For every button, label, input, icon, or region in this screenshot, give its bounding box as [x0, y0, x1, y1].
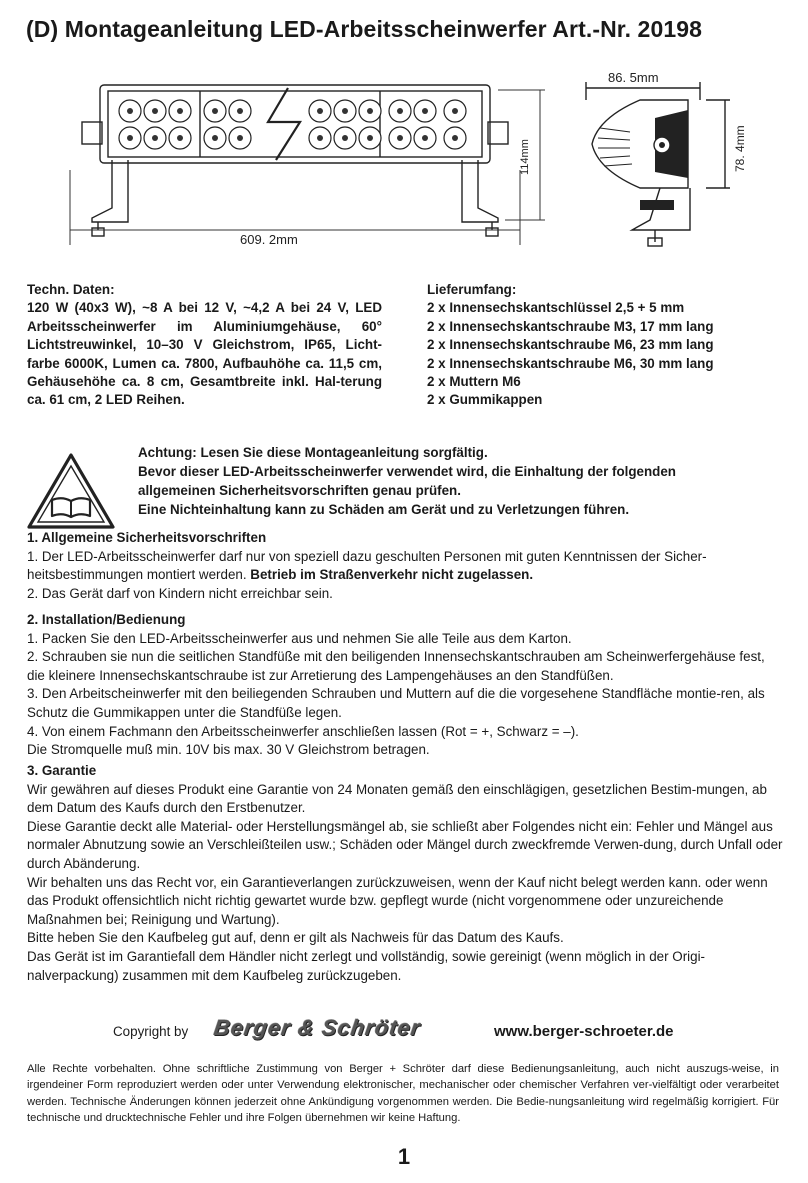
- copyright-bar: [0, 1015, 808, 1049]
- warning-line: Eine Nichteinhaltung kann zu Schäden am Gerät und zu Verletzungen führen.: [138, 502, 630, 517]
- copyright-label: Copyright by: [113, 1024, 189, 1039]
- paragraph-bold-text: Betrieb im Straßenverkehr nicht zugelassen.: [250, 567, 534, 583]
- section-safety: [27, 529, 785, 603]
- delivery-scope: [427, 281, 787, 410]
- section-installation: [27, 611, 785, 760]
- paragraph: Wir behalten uns das Recht vor, ein Garantieverlangen zurückzuweisen, wenn der Kauf nicht belegt werden kann. oder wenn das Produkt offensichtlich nicht richtig gewartet wurde bzw. gepflegt wurde (nicht vorgenommene oder unzureichende Maßnahmen bei; Reinigung und Wartung).: [27, 874, 768, 927]
- paragraph: 2. Schrauben sie nun die seitlichen Standfüße mit den beiligenden Innensechskantschrauben am Scheinwerfergehäuse fest, die kleinere Innensechskantschraube ist zur Arretierung des Lampengehäuses an den Standfüßen.: [27, 649, 765, 683]
- paragraph-text: 1. Der LED-Arbeitsscheinwerfer darf nur von speziell dazu geschulten Personen mit guten Kenntnissen der Sicher-heitsbestimmungen montiert werden.: [27, 548, 707, 583]
- section-warranty: [27, 762, 785, 985]
- paragraph: 1. Packen Sie den LED-Arbeitsscheinwerfer aus und nehmen Sie alle Teile aus dem Karton.: [27, 630, 572, 646]
- website-link[interactable]: www.berger-schroeter.de: [494, 1023, 674, 1040]
- delivery-scope-heading: Lieferumfang:: [427, 282, 517, 297]
- section-heading: 3. Garantie: [27, 763, 97, 778]
- section-heading: 1. Allgemeine Sicherheitsvorschriften: [27, 530, 267, 545]
- paragraph: Die Stromquelle muß min. 10V bis max. 30 V Gleichstrom betragen.: [27, 742, 430, 758]
- technical-data: [27, 281, 382, 410]
- delivery-item: 2 x Innensechskantschraube M3, 17 mm lang: [427, 318, 714, 334]
- height-dimension: 114mm: [519, 139, 531, 175]
- paragraph: Diese Garantie deckt alle Material- oder Herstellungsmängel ab, sie schließt aber Folgendes nicht ein: Fehler und Mängel aus normaler Abnutzung sowie an Verschleißteilen usw.; Schäden oder Mängel durch zweckfremde Verwen-dung, durch Unfall oder durch Abänderung.: [27, 818, 783, 871]
- led-array: [119, 100, 466, 149]
- brand-logo: Berger & Schröter: [212, 1015, 423, 1040]
- delivery-item: 2 x Innensechskantschraube M6, 23 mm lang: [427, 337, 714, 353]
- warning-line: Bevor dieser LED-Arbeitsscheinwerfer verwendet wird, die Einhaltung der folgenden: [138, 464, 676, 479]
- technical-data-heading: Techn. Daten:: [27, 282, 115, 297]
- page-title: (D) Montageanleitung LED-Arbeitsscheinwerfer Art.-Nr. 20198: [26, 16, 703, 42]
- paragraph: Bitte heben Sie den Kaufbeleg gut auf, denn er gilt als Nachweis für das Datum des Kaufs.: [27, 930, 564, 946]
- paragraph: 2. Das Gerät darf von Kindern nicht erreichbar sein.: [27, 585, 333, 601]
- warning-line: allgemeinen Sicherheitsvorschriften genau prüfen.: [138, 483, 461, 498]
- depth-dimension: 86. 5mm: [608, 70, 659, 85]
- read-manual-warning-icon: [26, 452, 116, 530]
- delivery-item: 2 x Muttern M6: [427, 374, 521, 390]
- paragraph: Wir gewähren auf dieses Produkt eine Garantie von 24 Monaten gemäß den einschlägigen, gesetzlichen Bestim-mungen, ab dem Datum des Kaufs durch den Erstbenutzer.: [27, 781, 767, 816]
- paragraph: [27, 548, 785, 585]
- delivery-item: 2 x Innensechskantschraube M6, 30 mm lang: [427, 355, 714, 371]
- delivery-item: 2 x Innensechskantschlüssel 2,5 + 5 mm: [427, 300, 685, 316]
- paragraph: 4. Von einem Fachmann den Arbeitsscheinwerfer anschließen lassen (Rot = +, Schwarz = –).: [27, 723, 579, 739]
- paragraph: 3. Den Arbeitscheinwerfer mit den beiliegenden Schrauben und Muttern auf die die vorgesehene Standfläche montie-ren, als Schutz die Gummikappen unter die Standfüße legen.: [27, 686, 765, 720]
- paragraph: Das Gerät ist im Garantiefall dem Händler nicht zerlegt und vollständig, sowie gereinigt (wenn möglich in der Origi-nalverpackung) zusammen mit dem Kaufbeleg zurückzugeben.: [27, 948, 706, 983]
- section-heading: 2. Installation/Bedienung: [27, 612, 186, 627]
- technical-data-body: 120 W (40x3 W), ~8 A bei 12 V, ~4,2 A bei 24 V, LED Arbeitsscheinwerfer im Aluminiumgehäuse, 60° Lichtstreuwinkel, 10–30 V Gleichstrom, IP65, Licht-farbe 6000K, Lumen ca. 7800, Aufbauhöhe ca. 11,5 cm, Gehäusehöhe ca. 8 cm, Gesamtbreite inkl. Hal-terung ca. 61 cm, 2 LED Reihen.: [27, 300, 382, 408]
- legal-notice: Alle Rechte vorbehalten. Ohne schriftliche Zustimmung von Berger + Schröter darf diese Bedienungsanleitung, auch nicht auszugs-weise, in irgendeiner Form reproduziert werden oder unter Verwendung elektronischer, mechanischer oder chemischer Verfahren ver-vielfältigt oder verarbeitet werden. Technische Änderungen können jederzeit ohne Ankündigung vorgenommen werden. Die Bedie-nungsanleitung wird regelmäßig korrigiert. Für technische und drucktechnische Fehler und ihre Folgen übernehmen wir keine Haftung.: [27, 1063, 779, 1124]
- width-dimension: 609. 2mm: [240, 232, 298, 247]
- safety-warning: [138, 443, 778, 519]
- warning-line: Achtung: Lesen Sie diese Montageanleitung sorgfältig.: [138, 445, 488, 460]
- side-height-dimension: 78. 4mm: [733, 125, 747, 172]
- page-number: 1: [397, 1144, 411, 1169]
- delivery-item: 2 x Gummikappen: [427, 392, 543, 408]
- technical-drawing: [0, 60, 808, 260]
